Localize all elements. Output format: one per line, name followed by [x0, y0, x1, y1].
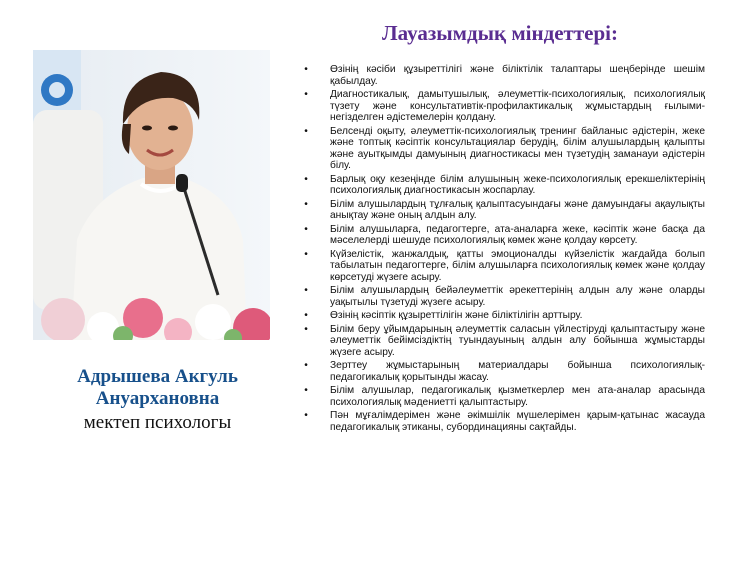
bullet-icon: • — [304, 173, 308, 185]
bullet-icon: • — [304, 410, 308, 421]
name-line-2: Ануархановна — [95, 388, 220, 409]
psychologist-name — [30, 366, 285, 410]
bullet-icon: • — [304, 248, 308, 260]
bullet-icon: • — [304, 125, 308, 137]
duty-text: Білім алушылар, педагогикалық қызметкерлер мен ата-аналар арасында психологиялық мәдениетті қалыптастыру. — [330, 385, 705, 408]
duty-text: Білім алушыларға, педагогтерге, ата-аналарға жеке, кәсіптік және басқа да мәселелерді шешуде психологиялық көмек және қолдау көрсету. — [330, 223, 705, 246]
duty-item — [300, 224, 705, 247]
bullet-icon: • — [304, 323, 308, 335]
duty-text: Пән мұғалімдерімен және әкімшілік мүшелерімен қарым-қатынас жасауда педагогикалық этиканы, субординацияны сақтайды. — [330, 410, 705, 433]
profile-photo — [33, 50, 270, 340]
duty-item — [300, 174, 705, 197]
bullet-icon: • — [304, 223, 308, 235]
bullet-icon: • — [304, 64, 308, 75]
duty-item — [300, 64, 705, 87]
duty-text: Білім алушылардың тұлғалық қалыптасуындағы және дамуындағы ақаулықты анықтау және оның алдын алу. — [330, 198, 705, 221]
duty-text: Белсенді оқыту, әлеуметтік-психологиялық тренинг байланыс әдістерін, жеке және топтық кәсіптік консультациялар берудің, білім алушылардың қалыпты және ауытқымды дамуының диагностикасы мен түзетудің заманауи әдістерін білу. — [330, 125, 705, 171]
duty-item — [300, 385, 705, 408]
duty-text: Білім беру ұйымдарының әлеуметтік саласын үйлестіруді қалыптастыру және әлеуметтік бейімсіздіктің туындауының алдын алу бойынша жұмыстарды жүзеге асыру. — [330, 323, 705, 358]
duty-text: Барлық оқу кезеңінде білім алушының жеке-психологиялық ерекшеліктерінің психологиялық диагностикасын жоспарлау. — [330, 173, 705, 196]
duty-item — [300, 360, 705, 383]
psychologist-role: мектеп психологы — [83, 412, 232, 433]
duty-item — [300, 410, 705, 433]
duty-text: Зерттеу жұмыстарының материалдары бойынша психологиялық-педагогикалық қорытынды жасау. — [330, 360, 705, 383]
bullet-icon: • — [304, 310, 308, 321]
duty-item — [300, 324, 705, 359]
name-line-1: Адрышева Акгуль — [77, 366, 238, 387]
duty-text: Білім алушылардың бейәлеуметтік әрекеттерінің алдын алу және оларды уақытылы түзетуді жүзеге асыру. — [330, 285, 705, 308]
bullet-icon: • — [304, 360, 308, 371]
bullet-icon: • — [304, 285, 308, 296]
duties-title: Лауазымдық міндеттері: — [382, 21, 618, 45]
duties-list — [300, 64, 705, 435]
duty-text: Күйзелістік, жанжалдық, қатты эмоционалды күйзелістік жағдайда болып табылатын педагогтерге, білім алушыларға психологиялық көмек және қолдау көрсетуді жүзеге асыру. — [330, 248, 705, 283]
duty-item — [300, 249, 705, 284]
bullet-icon: • — [304, 89, 308, 100]
portrait-illustration — [33, 50, 270, 340]
bullet-icon: • — [304, 385, 308, 396]
duty-text: Диагностикалық, дамытушылық, әлеуметтік-психологиялық, психологиялық түзету және консультативтік-профилактикалық жұмыстардың ғылыми-негізделген әдістемелерін қолдану. — [330, 89, 705, 123]
bullet-icon: • — [304, 198, 308, 210]
duty-item — [300, 126, 705, 172]
duty-item — [300, 89, 705, 124]
duty-item — [300, 310, 705, 322]
duty-item — [300, 199, 705, 222]
duty-text: Өзінің кәсіптік құзыреттілігін және біліктілігін арттыру. — [330, 310, 583, 321]
duty-item — [300, 285, 705, 308]
duty-text: Өзінің кәсіби құзыреттілігі және біліктілік талаптары шеңберінде шешім қабылдау. — [330, 64, 705, 87]
